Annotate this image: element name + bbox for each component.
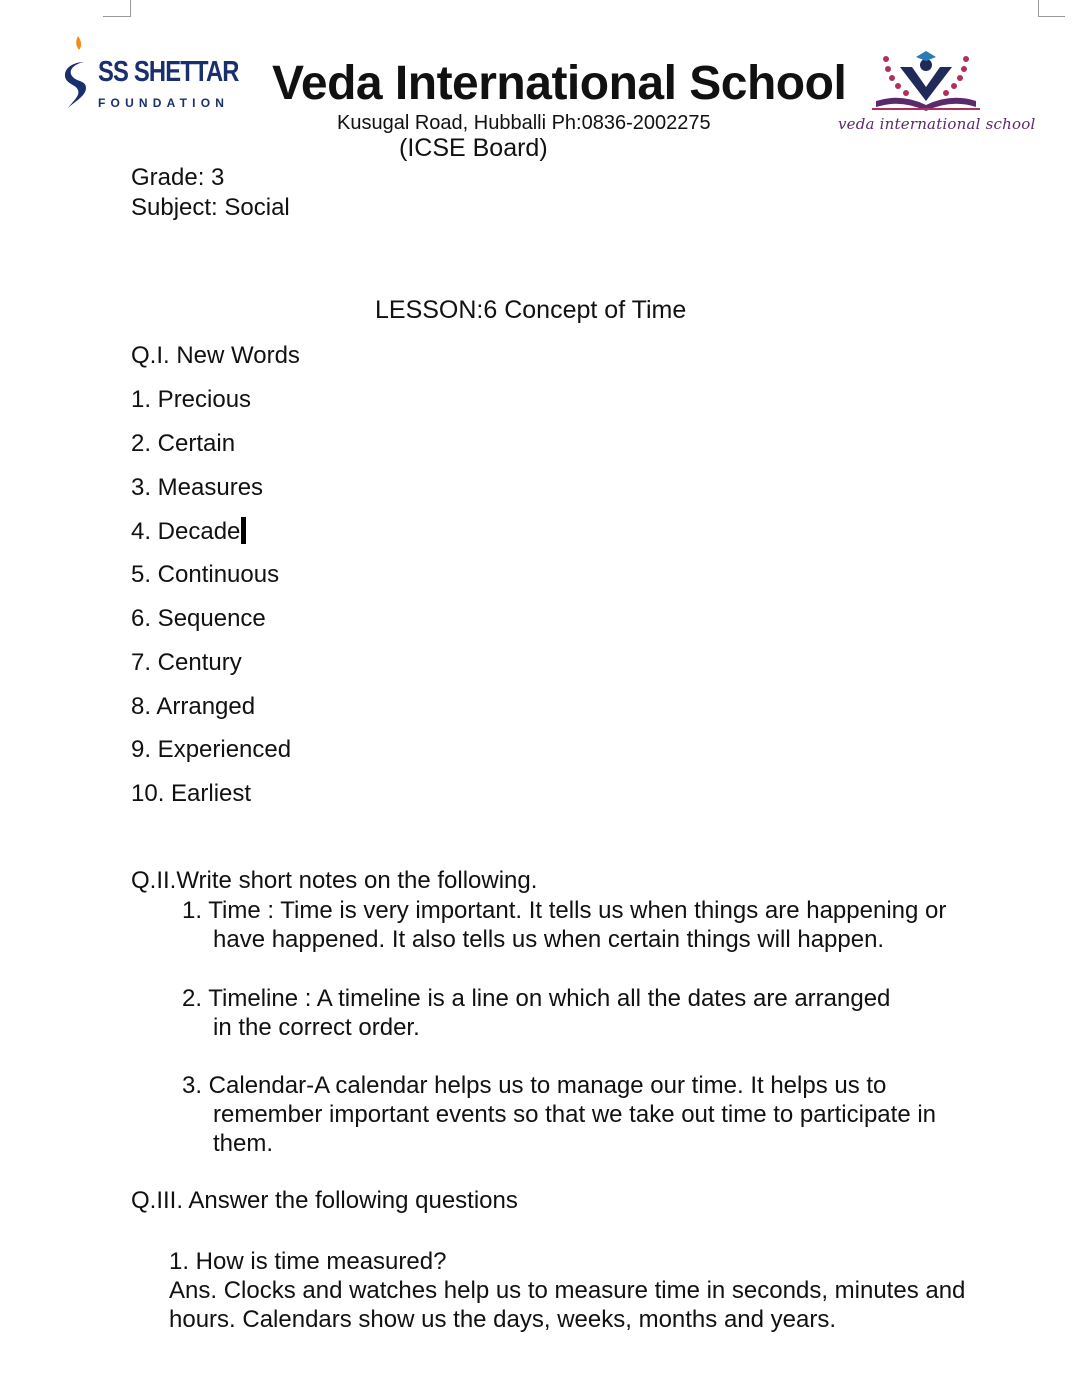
list-item[interactable]: 4. Decade [131,517,291,561]
questions-heading: Q.III. Answer the following questions [131,1187,518,1214]
list-item: 7. Century [131,648,242,676]
open-book-graduate-icon [836,45,1026,115]
crop-mark-left [103,0,131,17]
question-answer [169,1247,965,1334]
grade-label: Grade: 3 [131,164,225,191]
foundation-label: FOUNDATION [98,96,230,110]
school-name: Veda International School [272,57,847,110]
new-words-list [131,386,291,824]
new-words-heading: Q.I. New Words [131,342,300,369]
list-item: 8. Arranged [131,692,256,720]
veda-logo [836,45,1036,140]
note-time: 1. Time : Time is very important. It tells us when things are happening or have happened. It also tells us when certain things will happen. [182,897,947,953]
question-text: 1. How is time measured? [169,1248,447,1275]
short-notes-heading: Q.II.Write short notes on the following. [131,867,538,894]
ss-shettar-logo [60,34,239,114]
list-item: 5. Continuous [131,561,280,589]
flame-s-logo-icon [60,34,96,114]
school-address: Kusugal Road, Hubballi Ph:0836-2002275 [337,112,711,134]
note-timeline: 2. Timeline : A timeline is a line on which all the dates are arranged in the correct order. [182,985,891,1041]
list-item: 1. Precious [131,386,252,413]
answer-line: hours. Calendars show us the days, weeks, months and years. [169,1306,837,1333]
text-cursor [241,517,246,544]
list-item: 9. Experienced [131,736,292,764]
school-board: (ICSE Board) [399,134,548,162]
crop-mark-right [1038,0,1065,17]
ss-shettar-brand: SS SHETTAR [98,56,239,88]
list-item: 2. Certain [131,429,236,457]
note-calendar: 3. Calendar-A calendar helps us to manage our time. It helps us to remember important events so that we take out time to participate in them. [182,1072,937,1157]
veda-logo-caption: veda international school [838,115,1036,133]
subject-label: Subject: Social [131,194,290,221]
lesson-title: LESSON:6 Concept of Time [375,296,687,324]
list-item: 10. Earliest [131,780,252,808]
answer-line: Ans. Clocks and watches help us to measure time in seconds, minutes and [169,1277,966,1304]
list-item: 6. Sequence [131,604,266,632]
list-item: 3. Measures [131,473,264,501]
